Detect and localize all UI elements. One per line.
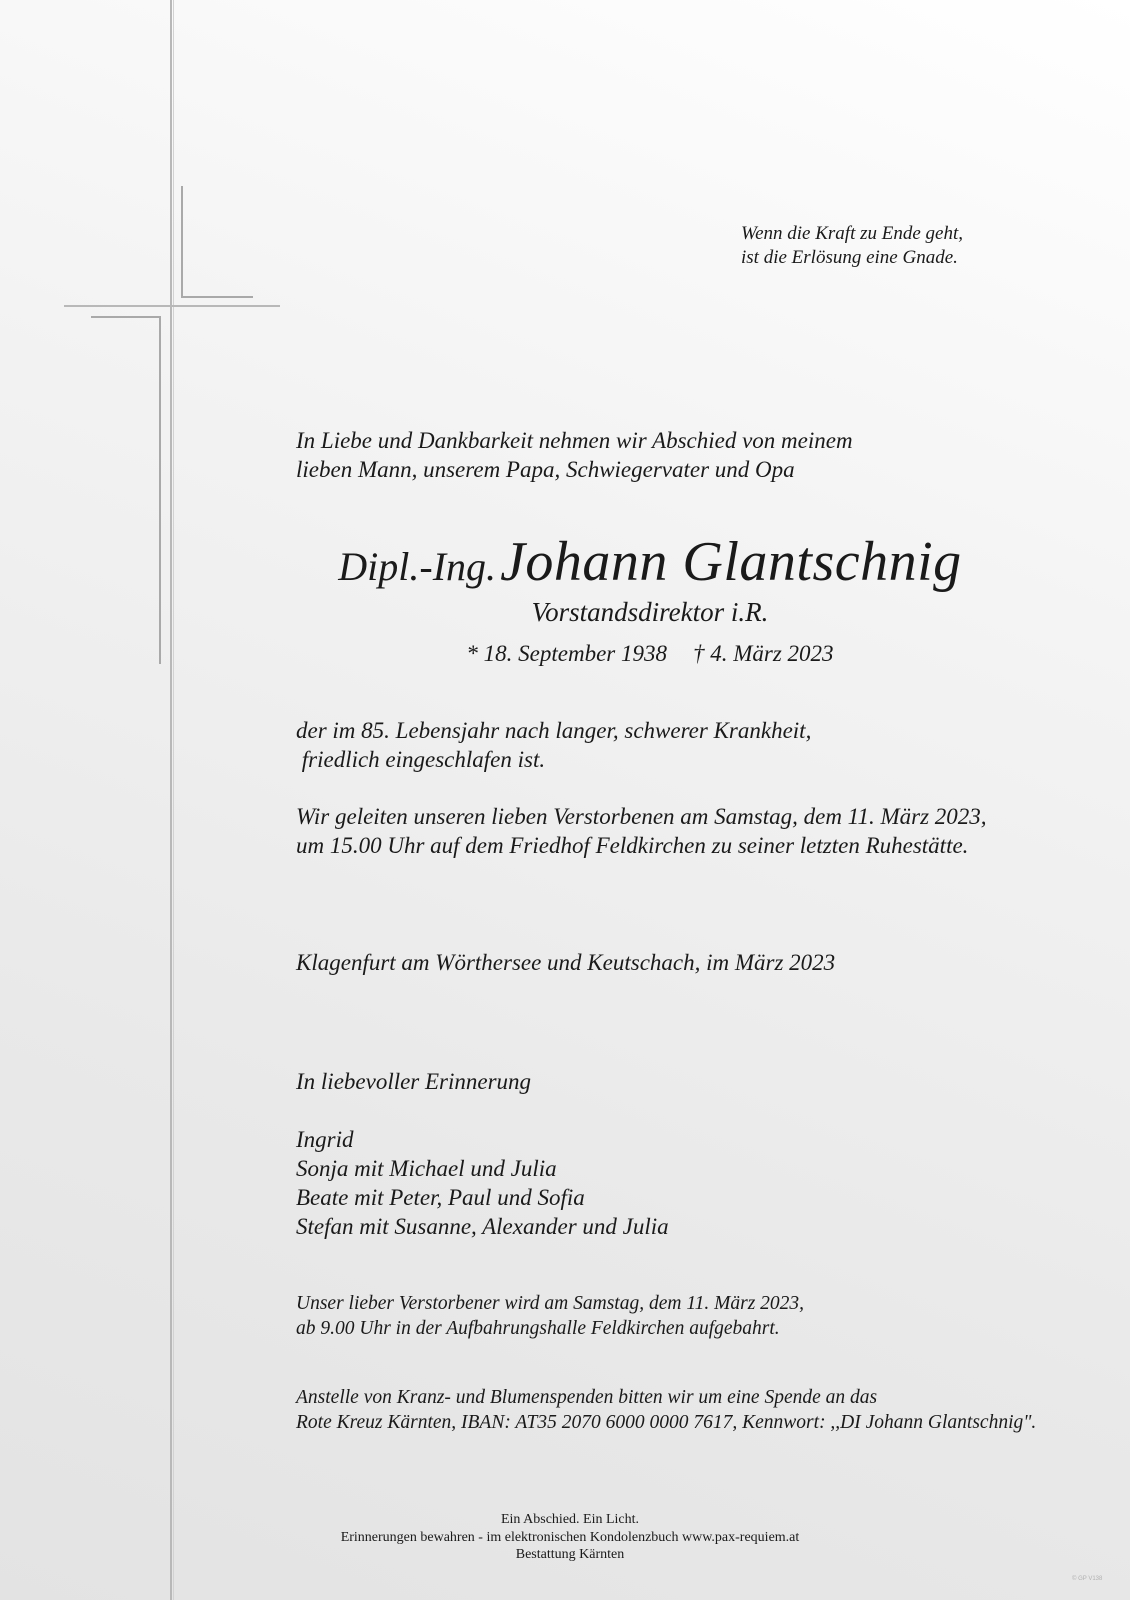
donation-notice bbox=[296, 1385, 1036, 1435]
cross-horizontal-lower bbox=[91, 316, 161, 318]
mourners-list bbox=[296, 1125, 669, 1241]
intro-line: In Liebe und Dankbarkeit nehmen wir Abschied von meinem bbox=[296, 428, 853, 453]
donation-line: Rote Kreuz Kärnten, IBAN: AT35 2070 6000 0000 7617, Kennwort: ,,DI Johann Glantschnig". bbox=[296, 1412, 1037, 1433]
place-date: Klagenfurt am Wörthersee und Keutschach, im März 2023 bbox=[296, 950, 836, 975]
quote-line: Wenn die Kraft zu Ende geht, bbox=[741, 223, 963, 244]
cross-horizontal-upper bbox=[181, 296, 253, 298]
deceased-position: Vorstandsdirektor i.R. bbox=[531, 597, 769, 627]
footer-line: Bestattung Kärnten bbox=[515, 1547, 625, 1562]
intro-text bbox=[296, 426, 853, 484]
footer-line: Erinnerungen bewahren - im elektronischen Kondolenzbuch www.pax-requiem.at bbox=[340, 1529, 800, 1545]
mourner-item: Sonja mit Michael und Julia bbox=[296, 1156, 557, 1181]
deceased-name-block bbox=[300, 530, 1000, 594]
viewing-line: ab 9.00 Uhr in der Aufbahrungshalle Feldkirchen aufgebahrt. bbox=[296, 1318, 780, 1339]
viewing-line: Unser lieber Verstorbener wird am Samstag, dem 11. März 2023, bbox=[296, 1293, 805, 1314]
footer bbox=[290, 1511, 850, 1564]
deceased-name: Johann Glantschnig bbox=[500, 531, 962, 593]
passing-line: friedlich eingeschlafen ist. bbox=[296, 747, 546, 772]
mourner-item: Ingrid bbox=[296, 1127, 354, 1152]
cross-vertical-main-shadow bbox=[173, 0, 174, 1600]
passing-text bbox=[296, 716, 811, 774]
birth-date: * 18. September 1938 bbox=[466, 641, 667, 666]
cross-vertical-main bbox=[170, 0, 172, 1600]
viewing-notice bbox=[296, 1291, 804, 1341]
funeral-line: Wir geleiten unseren lieben Verstorbenen am Samstag, dem 11. März 2023, bbox=[296, 804, 987, 829]
passing-line: der im 85. Lebensjahr nach langer, schwerer Krankheit, bbox=[296, 718, 812, 743]
death-date: † 4. März 2023 bbox=[693, 641, 834, 666]
cross-vertical-upper bbox=[181, 186, 183, 298]
mourner-item: Beate mit Peter, Paul und Sofia bbox=[296, 1185, 585, 1210]
funeral-text bbox=[296, 802, 987, 860]
opening-quote bbox=[741, 222, 963, 270]
cross-vertical-short bbox=[159, 316, 161, 664]
footer-line: Ein Abschied. Ein Licht. bbox=[500, 1512, 640, 1527]
academic-title: Dipl.-Ing. bbox=[338, 544, 497, 589]
cross-horizontal-main bbox=[64, 305, 280, 307]
watermark: © GP V138 bbox=[1072, 1576, 1103, 1582]
quote-line: ist die Erlösung eine Gnade. bbox=[741, 247, 958, 268]
intro-line: lieben Mann, unserem Papa, Schwiegervater und Opa bbox=[296, 457, 795, 482]
funeral-line: um 15.00 Uhr auf dem Friedhof Feldkirchen zu seiner letzten Ruhestätte. bbox=[296, 833, 969, 858]
donation-line: Anstelle von Kranz- und Blumenspenden bitten wir um eine Spende an das bbox=[296, 1387, 878, 1408]
memory-heading: In liebevoller Erinnerung bbox=[296, 1069, 532, 1094]
life-dates bbox=[300, 641, 1000, 667]
mourner-item: Stefan mit Susanne, Alexander und Julia bbox=[296, 1214, 669, 1239]
